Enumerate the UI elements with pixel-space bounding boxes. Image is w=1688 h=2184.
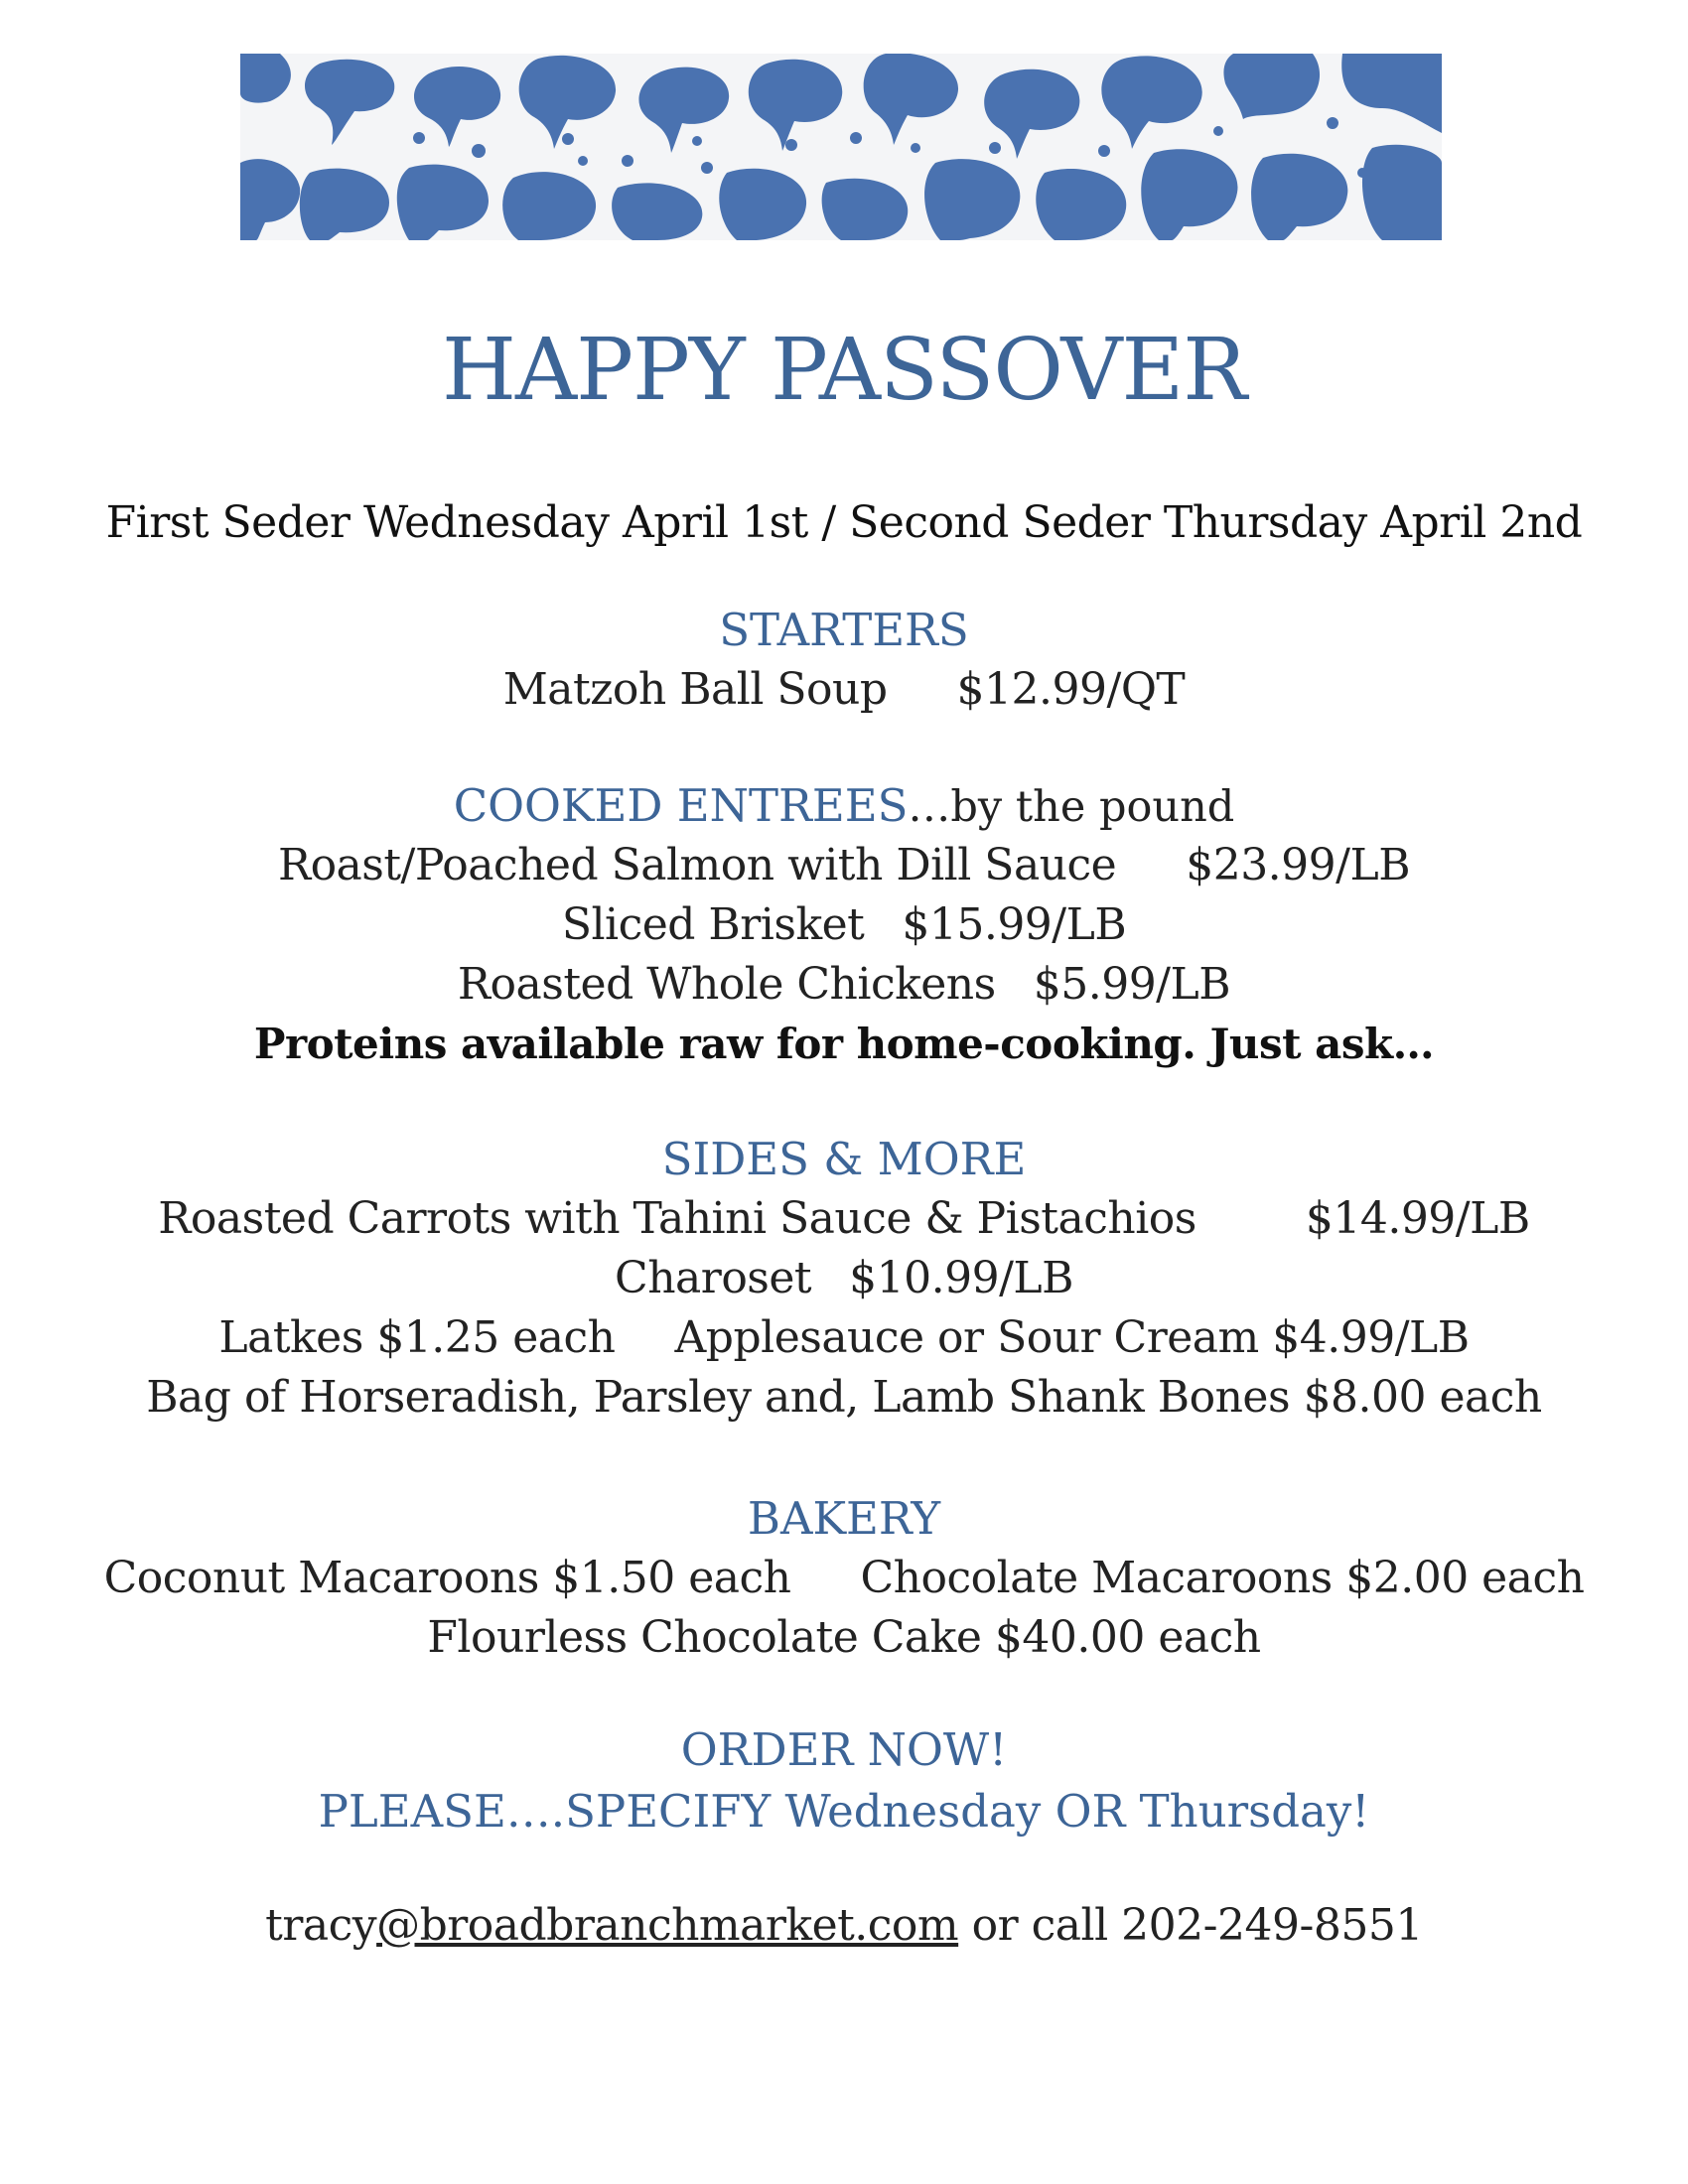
item-price: $14.99/LB — [1305, 1193, 1530, 1244]
item-price: $8.00 each — [1303, 1372, 1542, 1423]
seder-dates: First Seder Wednesday April 1st / Second Seder Thursday April 2nd — [105, 497, 1583, 548]
item-name: Latkes — [218, 1312, 363, 1363]
sides-heading: SIDES & MORE — [661, 1133, 1027, 1185]
item-name: Charoset — [615, 1253, 812, 1303]
item-price: $4.99/LB — [1272, 1312, 1470, 1363]
item-name: Bag of Horseradish, Parsley and, Lamb Shank Bones — [146, 1372, 1291, 1423]
sides-section — [0, 1130, 1688, 1428]
entrees-heading-suffix: …by the pound — [908, 782, 1235, 832]
entrees-heading-title: COOKED ENTREES — [453, 779, 909, 832]
item-price: $40.00 each — [994, 1612, 1261, 1663]
menu-item — [0, 1189, 1688, 1249]
page-title: HAPPY PASSOVER — [442, 321, 1246, 420]
contact-email-prefix: tracy — [265, 1900, 377, 1951]
entrees-section — [0, 776, 1688, 1074]
item-price: $2.00 each — [1345, 1553, 1585, 1603]
menu-item — [0, 1368, 1688, 1428]
bakery-heading: BAKERY — [747, 1492, 941, 1545]
item-name: Coconut Macaroons — [103, 1553, 539, 1603]
item-name: Roast/Poached Salmon with Dill Sauce — [277, 840, 1117, 890]
menu-item — [0, 1608, 1688, 1668]
order-now-heading: ORDER NOW! — [680, 1723, 1008, 1776]
item-price: $5.99/LB — [1033, 959, 1231, 1010]
item-name: Chocolate Macaroons — [860, 1553, 1333, 1603]
item-name: Flourless Chocolate Cake — [427, 1612, 982, 1663]
bakery-section — [0, 1489, 1688, 1668]
item-price: $15.99/LB — [902, 899, 1127, 950]
item-name: Roasted Carrots with Tahini Sauce & Pistachios — [158, 1193, 1196, 1244]
decorative-banner — [240, 54, 1442, 240]
item-price: $12.99/QT — [956, 664, 1186, 715]
raw-proteins-note: Proteins available raw for home-cooking. Just ask… — [253, 1020, 1435, 1068]
item-name: Applesauce or Sour Cream — [674, 1312, 1259, 1363]
entrees-heading — [0, 776, 1688, 836]
menu-item — [0, 836, 1688, 895]
item-price: $1.50 each — [552, 1553, 791, 1603]
item-name: Sliced Brisket — [561, 899, 865, 950]
item-name: Roasted Whole Chickens — [457, 959, 996, 1010]
item-price: $1.25 each — [376, 1312, 616, 1363]
menu-item — [0, 660, 1688, 720]
blue-blob-pattern — [240, 54, 1442, 240]
menu-item — [0, 1308, 1688, 1368]
contact-line — [0, 1896, 1688, 1956]
starters-heading: STARTERS — [719, 604, 969, 656]
menu-item — [0, 895, 1688, 955]
item-price: $10.99/LB — [849, 1253, 1073, 1303]
item-price: $23.99/LB — [1186, 840, 1411, 890]
menu-item — [0, 1549, 1688, 1608]
email-link[interactable]: @broadbranchmarket.com — [376, 1900, 959, 1951]
contact-phone: or call 202-249-8551 — [958, 1900, 1423, 1951]
specify-day-heading: PLEASE….SPECIFY Wednesday OR Thursday! — [318, 1785, 1370, 1838]
item-name: Matzoh Ball Soup — [502, 664, 888, 715]
order-section — [0, 1719, 1688, 1843]
menu-item — [0, 955, 1688, 1015]
starters-section — [0, 601, 1688, 720]
menu-item — [0, 1249, 1688, 1308]
